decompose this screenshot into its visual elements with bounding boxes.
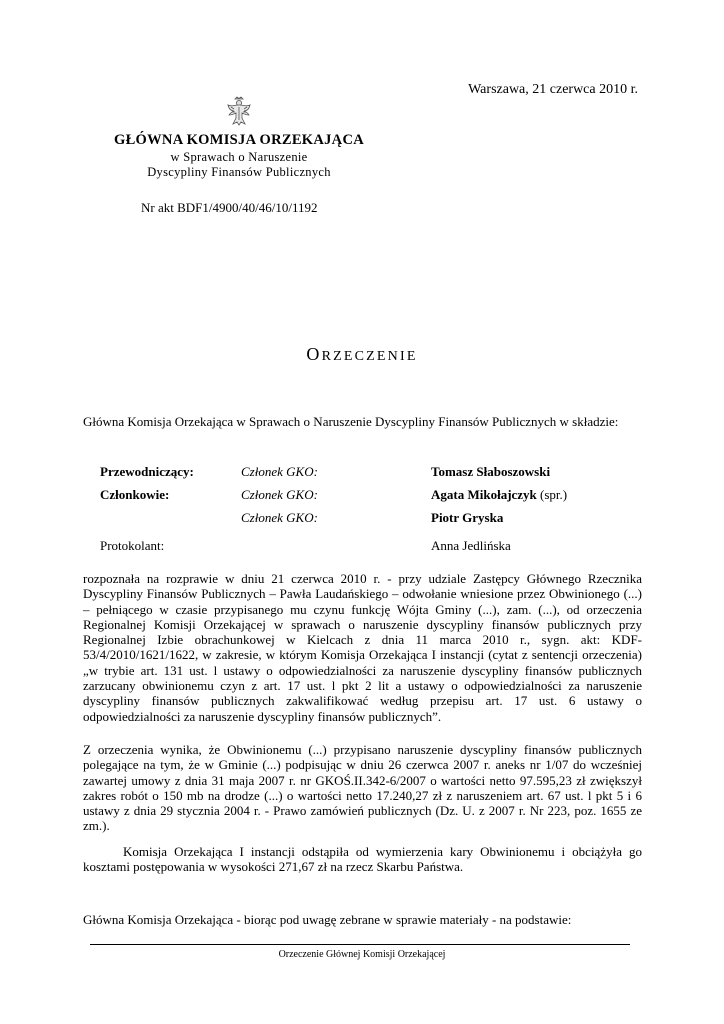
member1-name: Agata Mikołajczyk — [431, 487, 537, 502]
clerk-name: Anna Jedlińska — [431, 538, 511, 553]
chair-name: Tomasz Słaboszowski — [431, 464, 551, 479]
document-title-initial: O — [306, 344, 322, 364]
organization-name: GŁÓWNA KOMISJA ORZEKAJĄCA — [114, 132, 364, 148]
member2-function: Członek GKO: — [241, 510, 318, 525]
member1-function: Członek GKO: — [241, 487, 318, 502]
organization-subtitle-line-2: Dyscypliny Finansów Publicznych — [147, 165, 331, 179]
footer-divider — [90, 944, 630, 945]
member1-rapporteur-note: (spr.) — [540, 487, 568, 502]
member1-entry — [431, 487, 567, 503]
clerk-role-label: Protokolant: — [100, 538, 165, 553]
body-paragraph-3: Komisja Orzekająca I instancji odstąpiła od wymierzenia kary Obwinionemu i obciążyła go kosztami postępowania w wysokości 271,67 zł na rzecz Skarbu Państwa. — [83, 844, 642, 875]
body-paragraph-2: Z orzeczenia wynika, że Obwinionemu (...) przypisano naruszenie dyscypliny finansów publicznych polegające na tym, że w Gminie (...) podpisując w dniu 26 czerwca 2007 r. aneks nr 1/07 do wcześniej zawartej umowy z dnia 31 maja 2007 r. nr GKOŚ.II.342-6/2007 o wartości netto 97.595,23 zł zwiększył zakres robót o 150 mb na drodze (...) o wartości netto 17.240,27 zł z naruszeniem art. 67 ust. l pkt 5 i 6 ustawy z dnia 29 stycznia 2004 r. - Prawo zamówień publicznych (Dz. U. z 2007 r. Nr 223, poz. 1655 ze zm.). — [83, 742, 642, 834]
chair-role-label: Przewodniczący: — [100, 464, 194, 479]
members-role-label: Członkowie: — [100, 487, 170, 502]
document-title-rest: RZECZENIE — [321, 349, 418, 364]
chair-function: Członek GKO: — [241, 464, 318, 479]
case-number: Nr akt BDF1/4900/40/46/10/1192 — [141, 200, 318, 215]
organization-subtitle-line-1: w Sprawach o Naruszenie — [170, 150, 308, 164]
document-title — [0, 344, 724, 365]
member2-name: Piotr Gryska — [431, 510, 504, 525]
page-footer: Orzeczenie Głównej Komisji Orzekającej — [278, 949, 446, 960]
polish-eagle-icon — [226, 96, 252, 126]
body-paragraph-4: Główna Komisja Orzekająca - biorąc pod uwagę zebrane w sprawie materiały - na podstawie: — [83, 912, 572, 927]
intro-paragraph: Główna Komisja Orzekająca w Sprawach o Naruszenie Dyscypliny Finansów Publicznych w składzie: — [83, 414, 619, 429]
body-paragraph-1: rozpoznała na rozprawie w dniu 21 czerwca 2010 r. - przy udziale Zastępcy Głównego Rzecznika Dyscypliny Finansów Publicznych – Pawła Laudańskiego – odwołanie wniesione przez Obwinionego (...) – pełniącego w czasie przypisanego mu czynu funkcję Wójta Gminy (...), zam. (...), od orzeczenia Regionalnej Komisji Orzekającej w sprawach o naruszenie dyscypliny finansów publicznych przy Regionalnej Izbie obrachunkowej w Kielcach z dnia 11 marca 2010 r., sygn. akt: KDF-53/4/2010/1621/1622, w zakresie, w którym Komisja Orzekająca I instancji (cytat z sentencji orzeczenia) „w trybie art. 131 ust. l ustawy o odpowiedzialności za naruszenie dyscypliny finansów publicznych zarzucany obwinionemu czyn z art. 17 ust. l pkt 2 lit a ustawy o odpowiedzialności za naruszenie dyscypliny finansów publicznych zakwalifikować według przepisu art. 17 ust. 6 ustawy o odpowiedzialności za naruszenie dyscypliny finansów publicznych”. — [83, 571, 642, 724]
document-date: Warszawa, 21 czerwca 2010 r. — [468, 82, 638, 97]
